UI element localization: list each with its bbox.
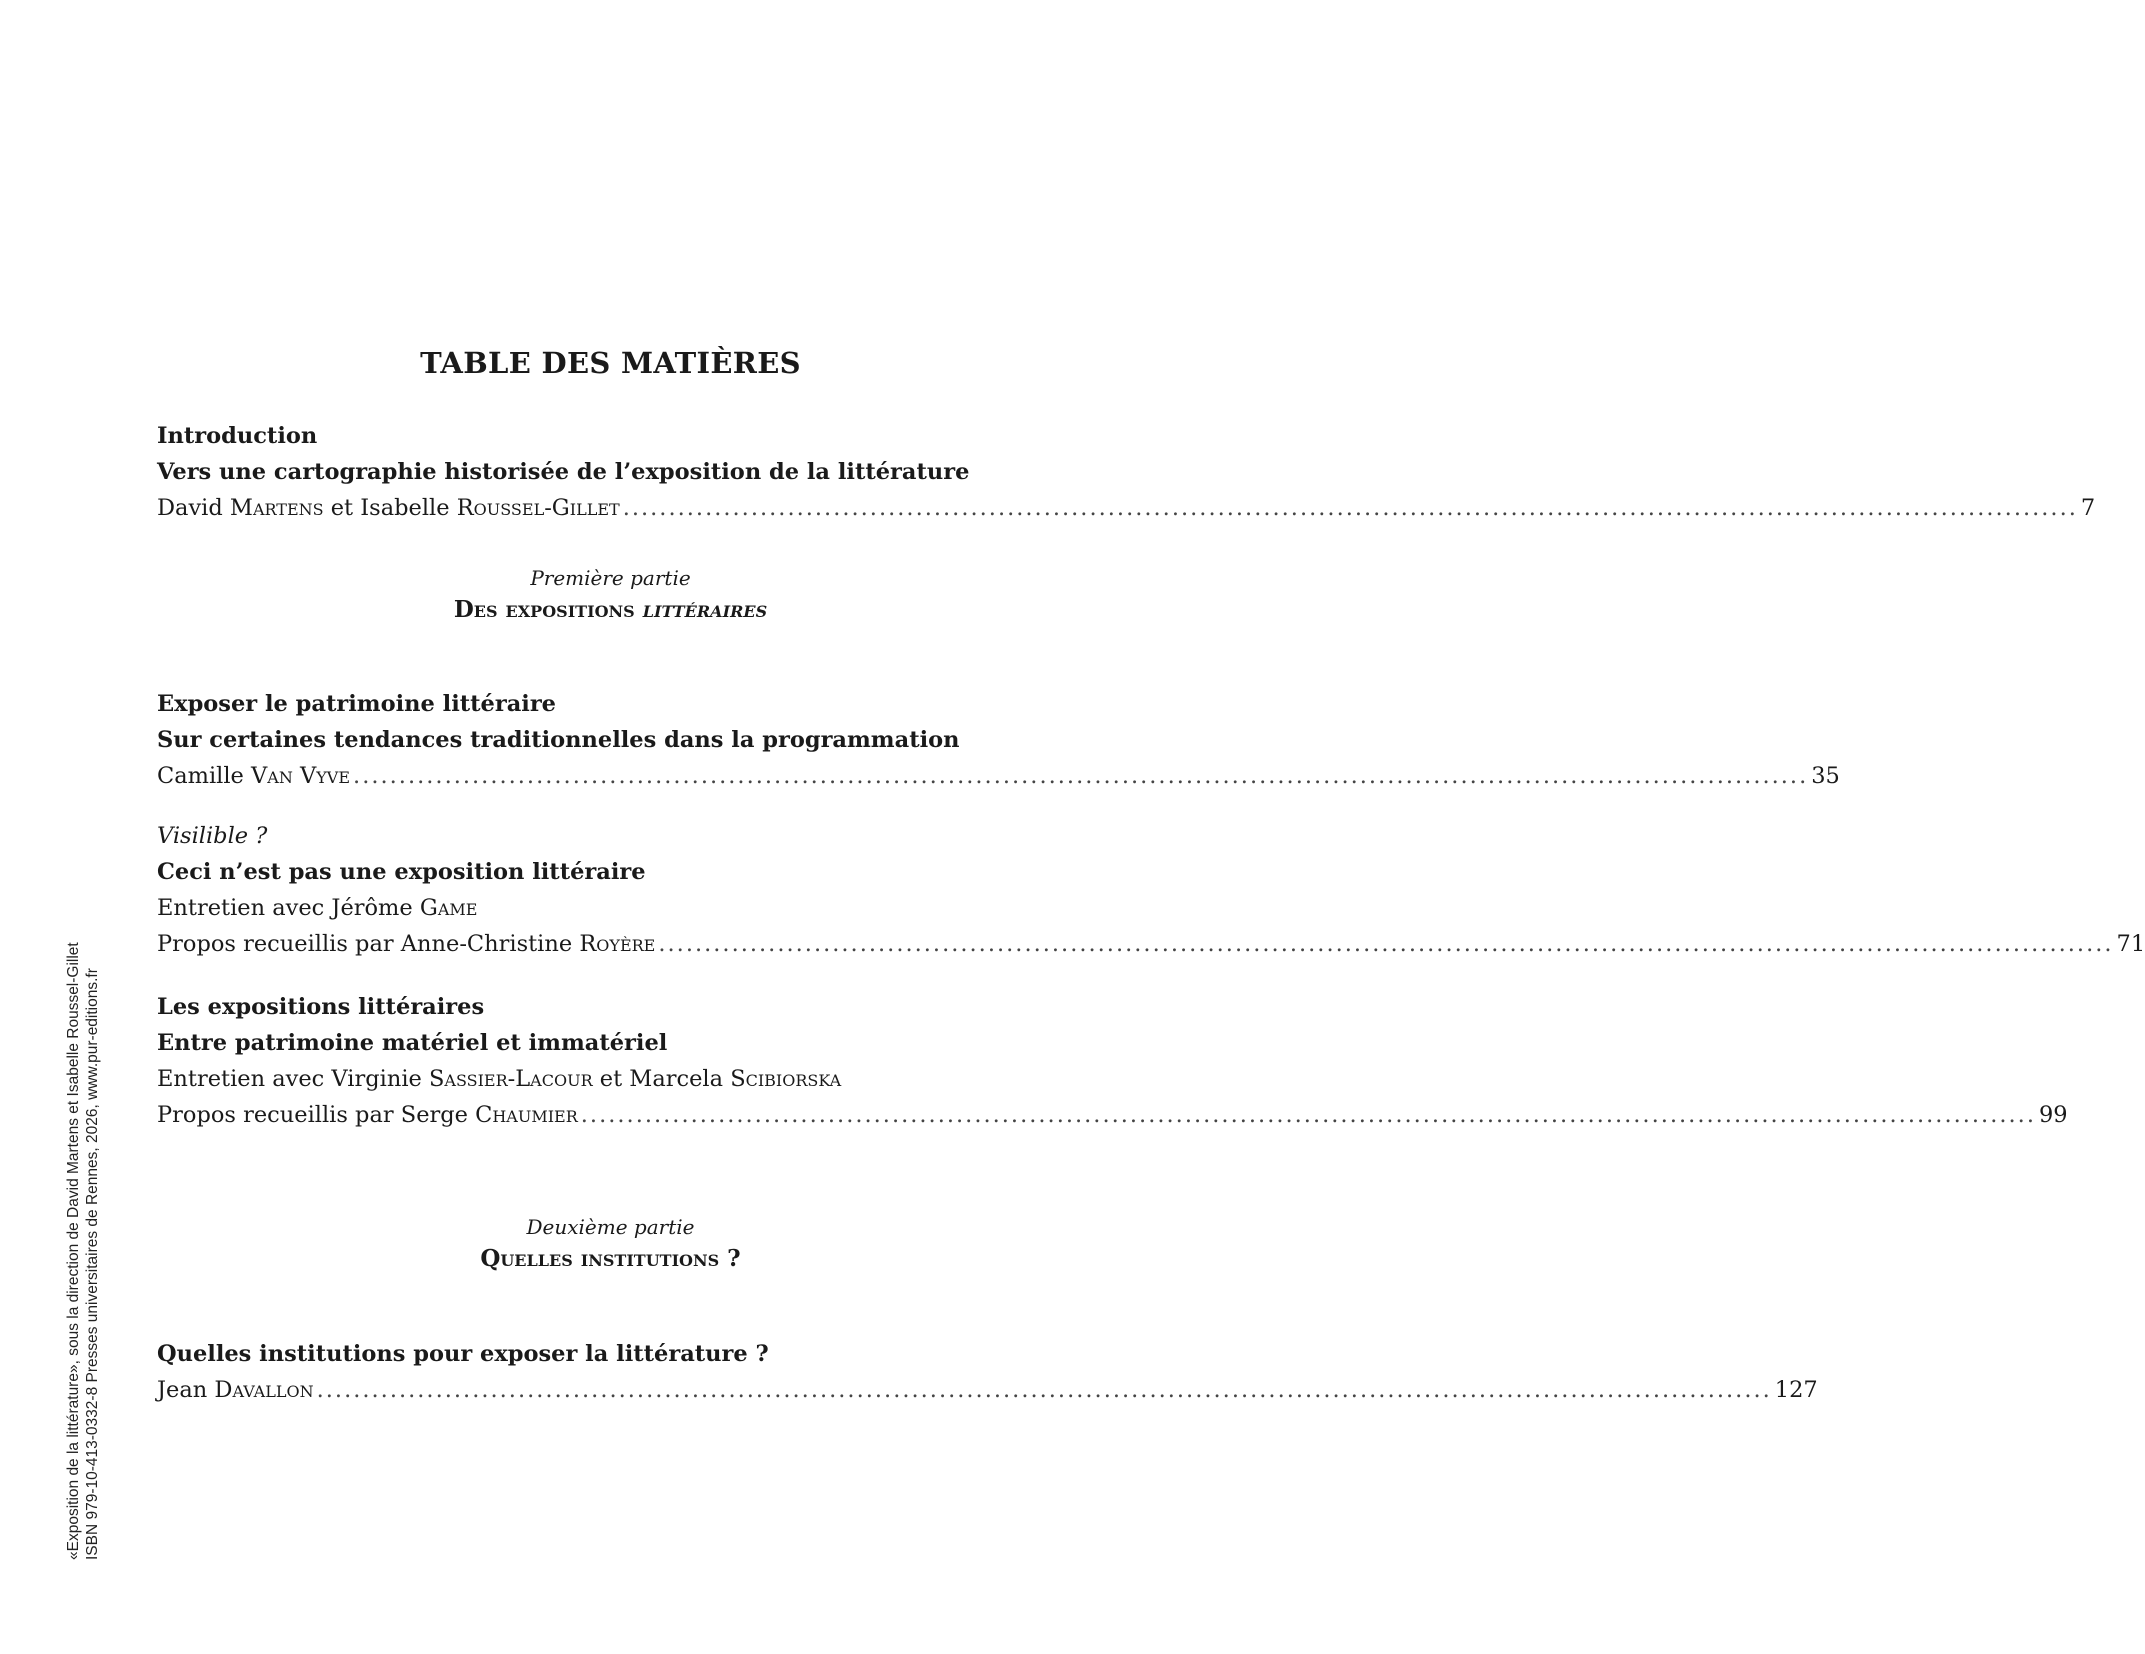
- entry-title: Les expositions littéraires: [157, 994, 485, 1020]
- dot-leader: ...............................................................................................................................................................: [353, 763, 1809, 789]
- entry-authors: Camille Van Vyve: [157, 763, 351, 789]
- entry-subtitle: Entre patrimoine matériel et immatériel: [157, 1030, 668, 1056]
- part-one-heading: [0, 563, 1221, 627]
- entry-title: Quelles institutions pour exposer la littérature ?: [157, 1341, 769, 1367]
- side-line-1: «Exposition de la littérature», sous la direction de David Martens et Isabelle Roussel-Gillet: [65, 942, 82, 1560]
- part-two-heading: [0, 1212, 1221, 1276]
- entry-subtitle: Sur certaines tendances traditionnelles dans la programmation: [157, 727, 960, 753]
- dot-leader: ...............................................................................................................................................................: [658, 931, 2114, 957]
- dot-leader: ...............................................................................................................................................................: [316, 1377, 1772, 1403]
- entry-authors: David Martens et Isabelle Roussel-Gillet: [157, 495, 620, 521]
- entry-subtitle: Vers une cartographie historisée de l’exposition de la littérature: [157, 459, 970, 485]
- entry-subtitle: Ceci n’est pas une exposition littéraire: [157, 859, 646, 885]
- entry-authors: Jean Davallon: [157, 1377, 314, 1403]
- entry-author-line: [157, 1097, 2068, 1133]
- page-number: 7: [2080, 495, 2096, 521]
- toc-entry-les-expositions-litteraires[interactable]: [157, 989, 2068, 1133]
- toc-entry-introduction[interactable]: [157, 418, 2096, 526]
- entry-title: Visilible ?: [157, 823, 268, 849]
- part-title: Quelles institutions ?: [480, 1245, 741, 1272]
- entry-interview-line: Entretien avec Jérôme Game: [157, 895, 478, 921]
- part-label: Deuxième partie: [526, 1215, 695, 1239]
- page-number: 35: [1811, 763, 1840, 789]
- page-title: TABLE DES MATIÈRES: [420, 346, 801, 380]
- entry-title: Introduction: [157, 423, 318, 449]
- side-copyright-notice: [64, 942, 102, 1560]
- toc-entry-quelles-institutions[interactable]: [157, 1336, 1818, 1408]
- dot-leader: ...............................................................................................................................................................: [622, 495, 2078, 521]
- page-number: 127: [1774, 1377, 1818, 1403]
- entry-authors: Propos recueillis par Anne-Christine Royère: [157, 931, 656, 957]
- entry-authors: Propos recueillis par Serge Chaumier: [157, 1102, 578, 1128]
- page-number: 71: [2116, 931, 2145, 957]
- entry-author-line: [157, 1372, 1818, 1408]
- entry-author-line: [157, 926, 2145, 962]
- entry-author-line: [157, 758, 1840, 794]
- part-label: Première partie: [530, 566, 691, 590]
- toc-entry-visilible[interactable]: [157, 818, 2145, 962]
- dot-leader: ...............................................................................................................................................................: [580, 1102, 2036, 1128]
- toc-entry-exposer-le-patrimoine[interactable]: [157, 686, 1840, 794]
- entry-title: Exposer le patrimoine littéraire: [157, 691, 556, 717]
- entry-interview-line: Entretien avec Virginie Sassier-Lacour et Marcela Scibiorska: [157, 1066, 842, 1092]
- page-number: 99: [2038, 1102, 2068, 1128]
- part-title: Des expositions littéraires: [453, 596, 768, 623]
- side-line-2: ISBN 979-10-413-0332-8 Presses universitaires de Rennes, 2026, www.pur-editions.fr: [84, 968, 101, 1560]
- entry-author-line: [157, 490, 2096, 526]
